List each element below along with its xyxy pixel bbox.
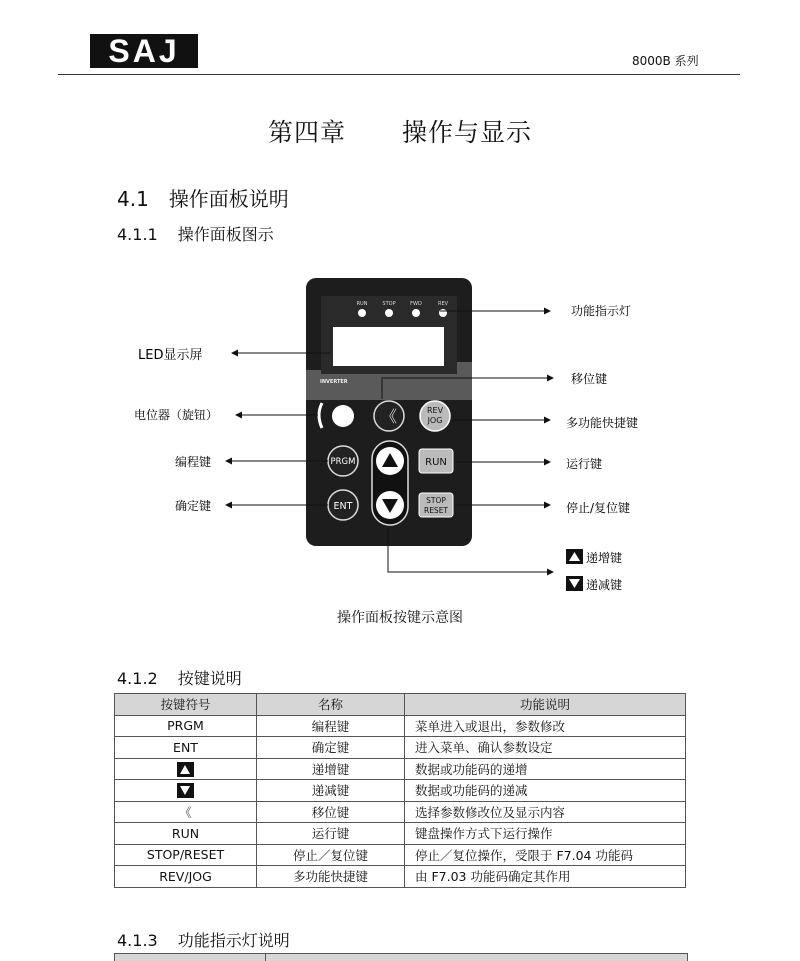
key-function: 由 F7.03 功能码确定其作用 <box>405 866 686 888</box>
figure-caption: 操作面板按键示意图 <box>337 610 463 626</box>
key-name: 停止／复位键 <box>257 844 405 866</box>
key-name: 递增键 <box>257 758 405 780</box>
logo-text: SAJ <box>108 34 180 68</box>
section-number: 4.1.1 <box>117 225 158 244</box>
label-led-display: LED显示屏 <box>138 348 203 363</box>
key-symbol <box>115 780 257 802</box>
column-header: 名称 <box>257 694 405 716</box>
section-number: 4.1.2 <box>117 669 158 688</box>
indicator-led-fwd <box>412 309 420 317</box>
prgm-key-label: PRGM <box>330 457 356 467</box>
section-heading-4-1-2 <box>117 666 242 689</box>
key-symbol: REV/JOG <box>115 866 257 888</box>
table-row <box>115 758 686 780</box>
indicator-led-run <box>358 309 366 317</box>
key-symbol: PRGM <box>115 715 257 737</box>
indicator-label-run: RUN <box>356 301 368 307</box>
indicator-label-fwd: FWD <box>410 301 422 307</box>
rev-jog-key-label-1: REV <box>426 406 444 415</box>
section-title: 操作面板图示 <box>177 225 274 244</box>
label-run-key: 运行键 <box>566 457 603 471</box>
rev-jog-key-label-2: JOG <box>427 416 443 425</box>
table-row <box>115 844 686 866</box>
key-name: 移位键 <box>257 801 405 823</box>
label-indicators: 功能指示灯 <box>571 304 632 318</box>
run-key-label: RUN <box>425 457 447 468</box>
brand-text: INVERTER <box>320 379 348 385</box>
table-row <box>115 737 686 759</box>
label-shift-key: 移位键 <box>571 372 608 386</box>
label-stop-key: 停止/复位键 <box>566 501 631 515</box>
led-display-screen <box>333 327 444 366</box>
key-function: 进入菜单、确认参数设定 <box>405 737 686 759</box>
table-row <box>115 823 686 845</box>
section-number: 4.1 <box>117 187 149 211</box>
key-name: 递减键 <box>257 780 405 802</box>
label-potentiometer: 电位器（旋钮） <box>134 408 219 422</box>
key-description-table <box>114 693 686 888</box>
key-symbol: 《 <box>115 801 257 823</box>
label-multi-key: 多功能快捷键 <box>566 416 639 430</box>
chapter-name: 操作与显示 <box>402 118 533 147</box>
key-name: 确定键 <box>257 737 405 759</box>
table-row <box>115 715 686 737</box>
label-inc-key: 递增键 <box>586 551 623 565</box>
table-row <box>115 801 686 823</box>
key-symbol: RUN <box>115 823 257 845</box>
table-header-row <box>115 694 686 716</box>
section-title: 操作面板说明 <box>168 187 289 211</box>
key-name: 运行键 <box>257 823 405 845</box>
chapter-number: 第四章 <box>267 118 346 147</box>
key-function: 数据或功能码的递减 <box>405 780 686 802</box>
key-symbol <box>115 758 257 780</box>
indicator-led-rev <box>439 309 447 317</box>
section-heading-4-1-3 <box>117 928 290 951</box>
key-name: 多功能快捷键 <box>257 866 405 888</box>
stop-key-label-2: RESET <box>423 506 449 515</box>
indicator-label-rev: REV <box>437 301 449 307</box>
header-rule <box>58 74 740 75</box>
label-dec-key: 递减键 <box>586 578 623 592</box>
column-header: 按键符号 <box>115 694 257 716</box>
key-function: 选择参数修改位及显示内容 <box>405 801 686 823</box>
key-symbol: STOP/RESET <box>115 844 257 866</box>
table-row <box>115 780 686 802</box>
potentiometer-knob <box>332 405 354 427</box>
up-triangle-icon <box>177 762 194 777</box>
section-title: 功能指示灯说明 <box>177 931 290 950</box>
section-heading-4-1-1 <box>117 222 274 245</box>
key-function: 数据或功能码的递增 <box>405 758 686 780</box>
down-triangle-icon <box>177 783 194 798</box>
indicator-led-stop <box>385 309 393 317</box>
indicator-label-stop: STOP <box>382 301 396 307</box>
label-prgm-key: 编程键 <box>175 455 212 469</box>
stop-key-label-1: STOP <box>426 496 446 505</box>
key-name: 编程键 <box>257 715 405 737</box>
key-function: 键盘操作方式下运行操作 <box>405 823 686 845</box>
shift-key-label: 《 <box>380 407 398 426</box>
section-heading-4-1 <box>117 183 289 212</box>
saj-logo <box>90 34 198 68</box>
ent-key-label: ENT <box>333 501 353 512</box>
column-header: 功能说明 <box>405 694 686 716</box>
key-function: 菜单进入或退出，参数修改 <box>405 715 686 737</box>
section-number: 4.1.3 <box>117 931 158 950</box>
key-function: 停止／复位操作，受限于 F7.04 功能码 <box>405 844 686 866</box>
chapter-title <box>0 113 800 149</box>
operation-panel-diagram <box>0 270 800 600</box>
key-symbol: ENT <box>115 737 257 759</box>
series-label: 8000B 系列 <box>632 54 699 68</box>
table-row <box>115 866 686 888</box>
label-ent-key: 确定键 <box>175 499 212 513</box>
section-title: 按键说明 <box>177 669 242 688</box>
